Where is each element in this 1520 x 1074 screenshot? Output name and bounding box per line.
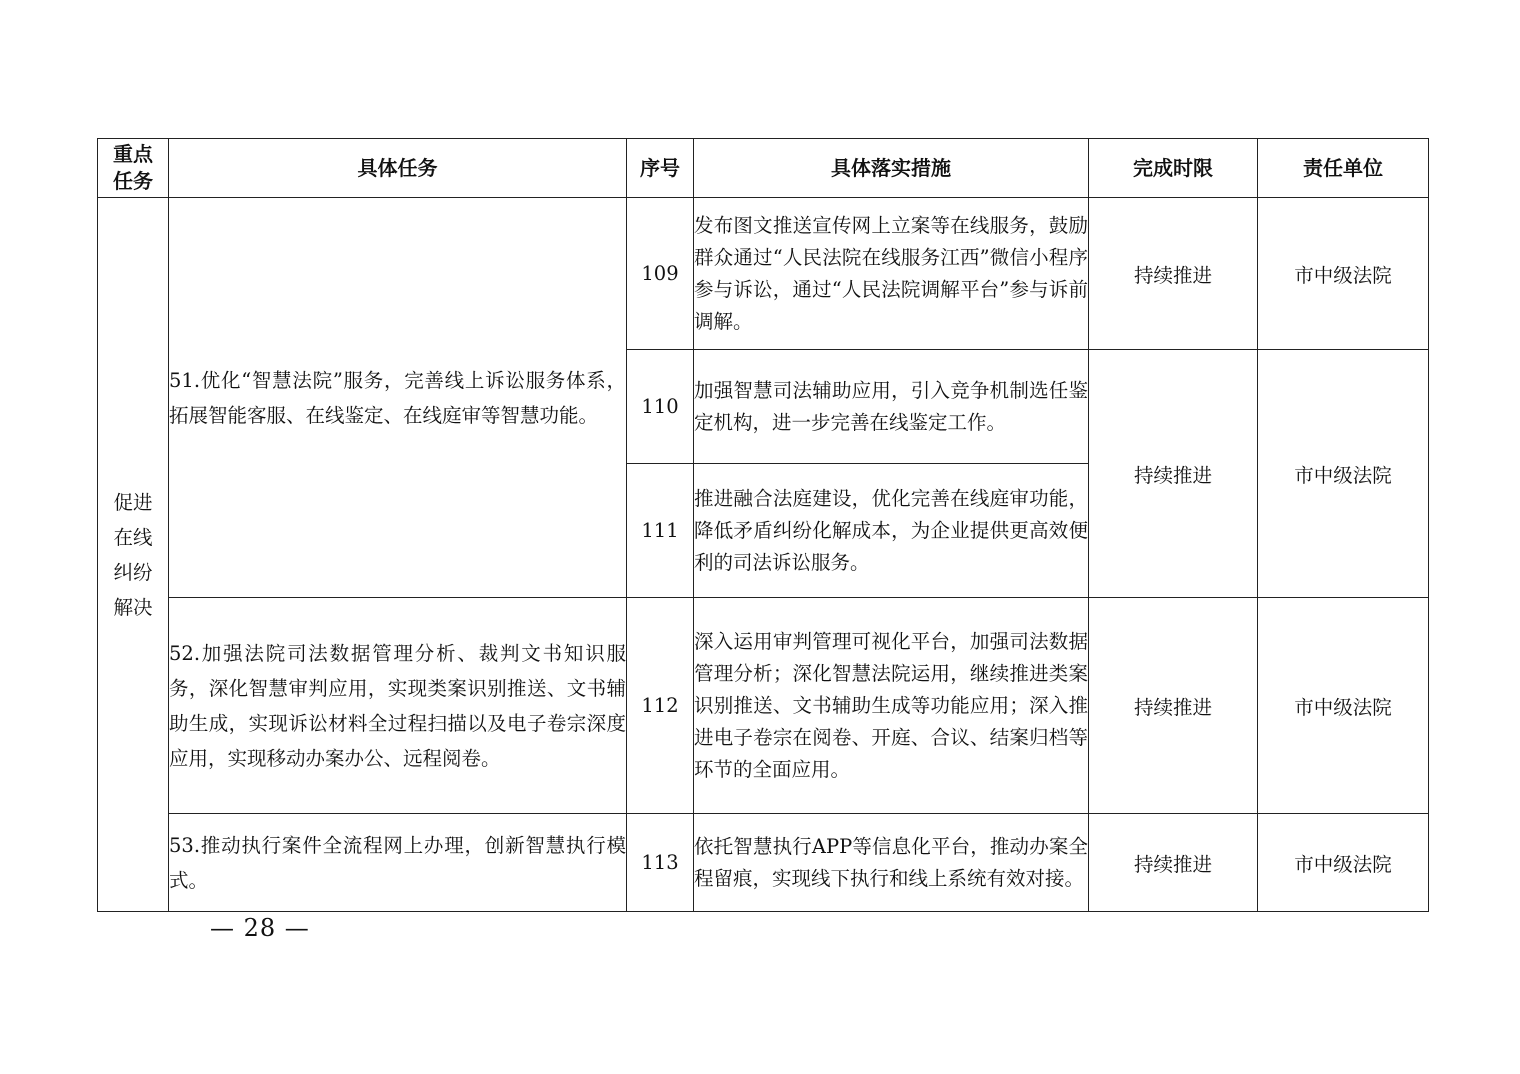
header-measures: 具体落实措施 xyxy=(694,139,1089,198)
task-table xyxy=(97,138,1429,912)
row-unit: 市中级法院 xyxy=(1258,598,1429,814)
header-category: 重点任务 xyxy=(98,139,169,198)
row-number: 110 xyxy=(627,350,694,464)
row-measure: 深入运用审判管理可视化平台，加强司法数据管理分析；深化智慧法院运用，继续推进类案识别推送、文书辅助生成等功能应用；深入推进电子卷宗在阅卷、开庭、合议、结案归档等环节的全面应用。 xyxy=(694,598,1089,814)
row-deadline: 持续推进 xyxy=(1089,814,1258,912)
row-measure: 发布图文推送宣传网上立案等在线服务，鼓励群众通过“人民法院在线服务江西”微信小程序参与诉讼，通过“人民法院调解平台”参与诉前调解。 xyxy=(694,198,1089,350)
row-deadline: 持续推进 xyxy=(1089,198,1258,350)
row-unit: 市中级法院 xyxy=(1258,350,1429,598)
header-row xyxy=(98,139,1429,198)
row-unit: 市中级法院 xyxy=(1258,198,1429,350)
category-cell xyxy=(98,198,169,912)
task-cell: 53.推动执行案件全流程网上办理，创新智慧执行模式。 xyxy=(169,814,627,912)
row-deadline: 持续推进 xyxy=(1089,350,1258,598)
table-row xyxy=(98,598,1429,814)
row-deadline: 持续推进 xyxy=(1089,598,1258,814)
header-number: 序号 xyxy=(627,139,694,198)
row-measure: 加强智慧司法辅助应用，引入竞争机制选任鉴定机构，进一步完善在线鉴定工作。 xyxy=(694,350,1089,464)
task-cell: 51.优化“智慧法院”服务，完善线上诉讼服务体系，拓展智能客服、在线鉴定、在线庭审等智慧功能。 xyxy=(169,198,627,598)
row-number: 111 xyxy=(627,464,694,598)
row-number: 109 xyxy=(627,198,694,350)
table-row xyxy=(98,814,1429,912)
category-text: 促进在线纠纷解决 xyxy=(113,490,153,619)
table-row xyxy=(98,198,1429,350)
row-number: 113 xyxy=(627,814,694,912)
row-measure: 依托智慧执行APP等信息化平台，推动办案全程留痕，实现线下执行和线上系统有效对接。 xyxy=(694,814,1089,912)
task-cell: 52.加强法院司法数据管理分析、裁判文书知识服务，深化智慧审判应用，实现类案识别推送、文书辅助生成，实现诉讼材料全过程扫描以及电子卷宗深度应用，实现移动办案办公、远程阅卷。 xyxy=(169,598,627,814)
page-number: — 28 — xyxy=(210,914,310,942)
row-number: 112 xyxy=(627,598,694,814)
header-task: 具体任务 xyxy=(169,139,627,198)
header-unit: 责任单位 xyxy=(1258,139,1429,198)
header-deadline: 完成时限 xyxy=(1089,139,1258,198)
row-unit: 市中级法院 xyxy=(1258,814,1429,912)
row-measure: 推进融合法庭建设，优化完善在线庭审功能，降低矛盾纠纷化解成本，为企业提供更高效便利的司法诉讼服务。 xyxy=(694,464,1089,598)
